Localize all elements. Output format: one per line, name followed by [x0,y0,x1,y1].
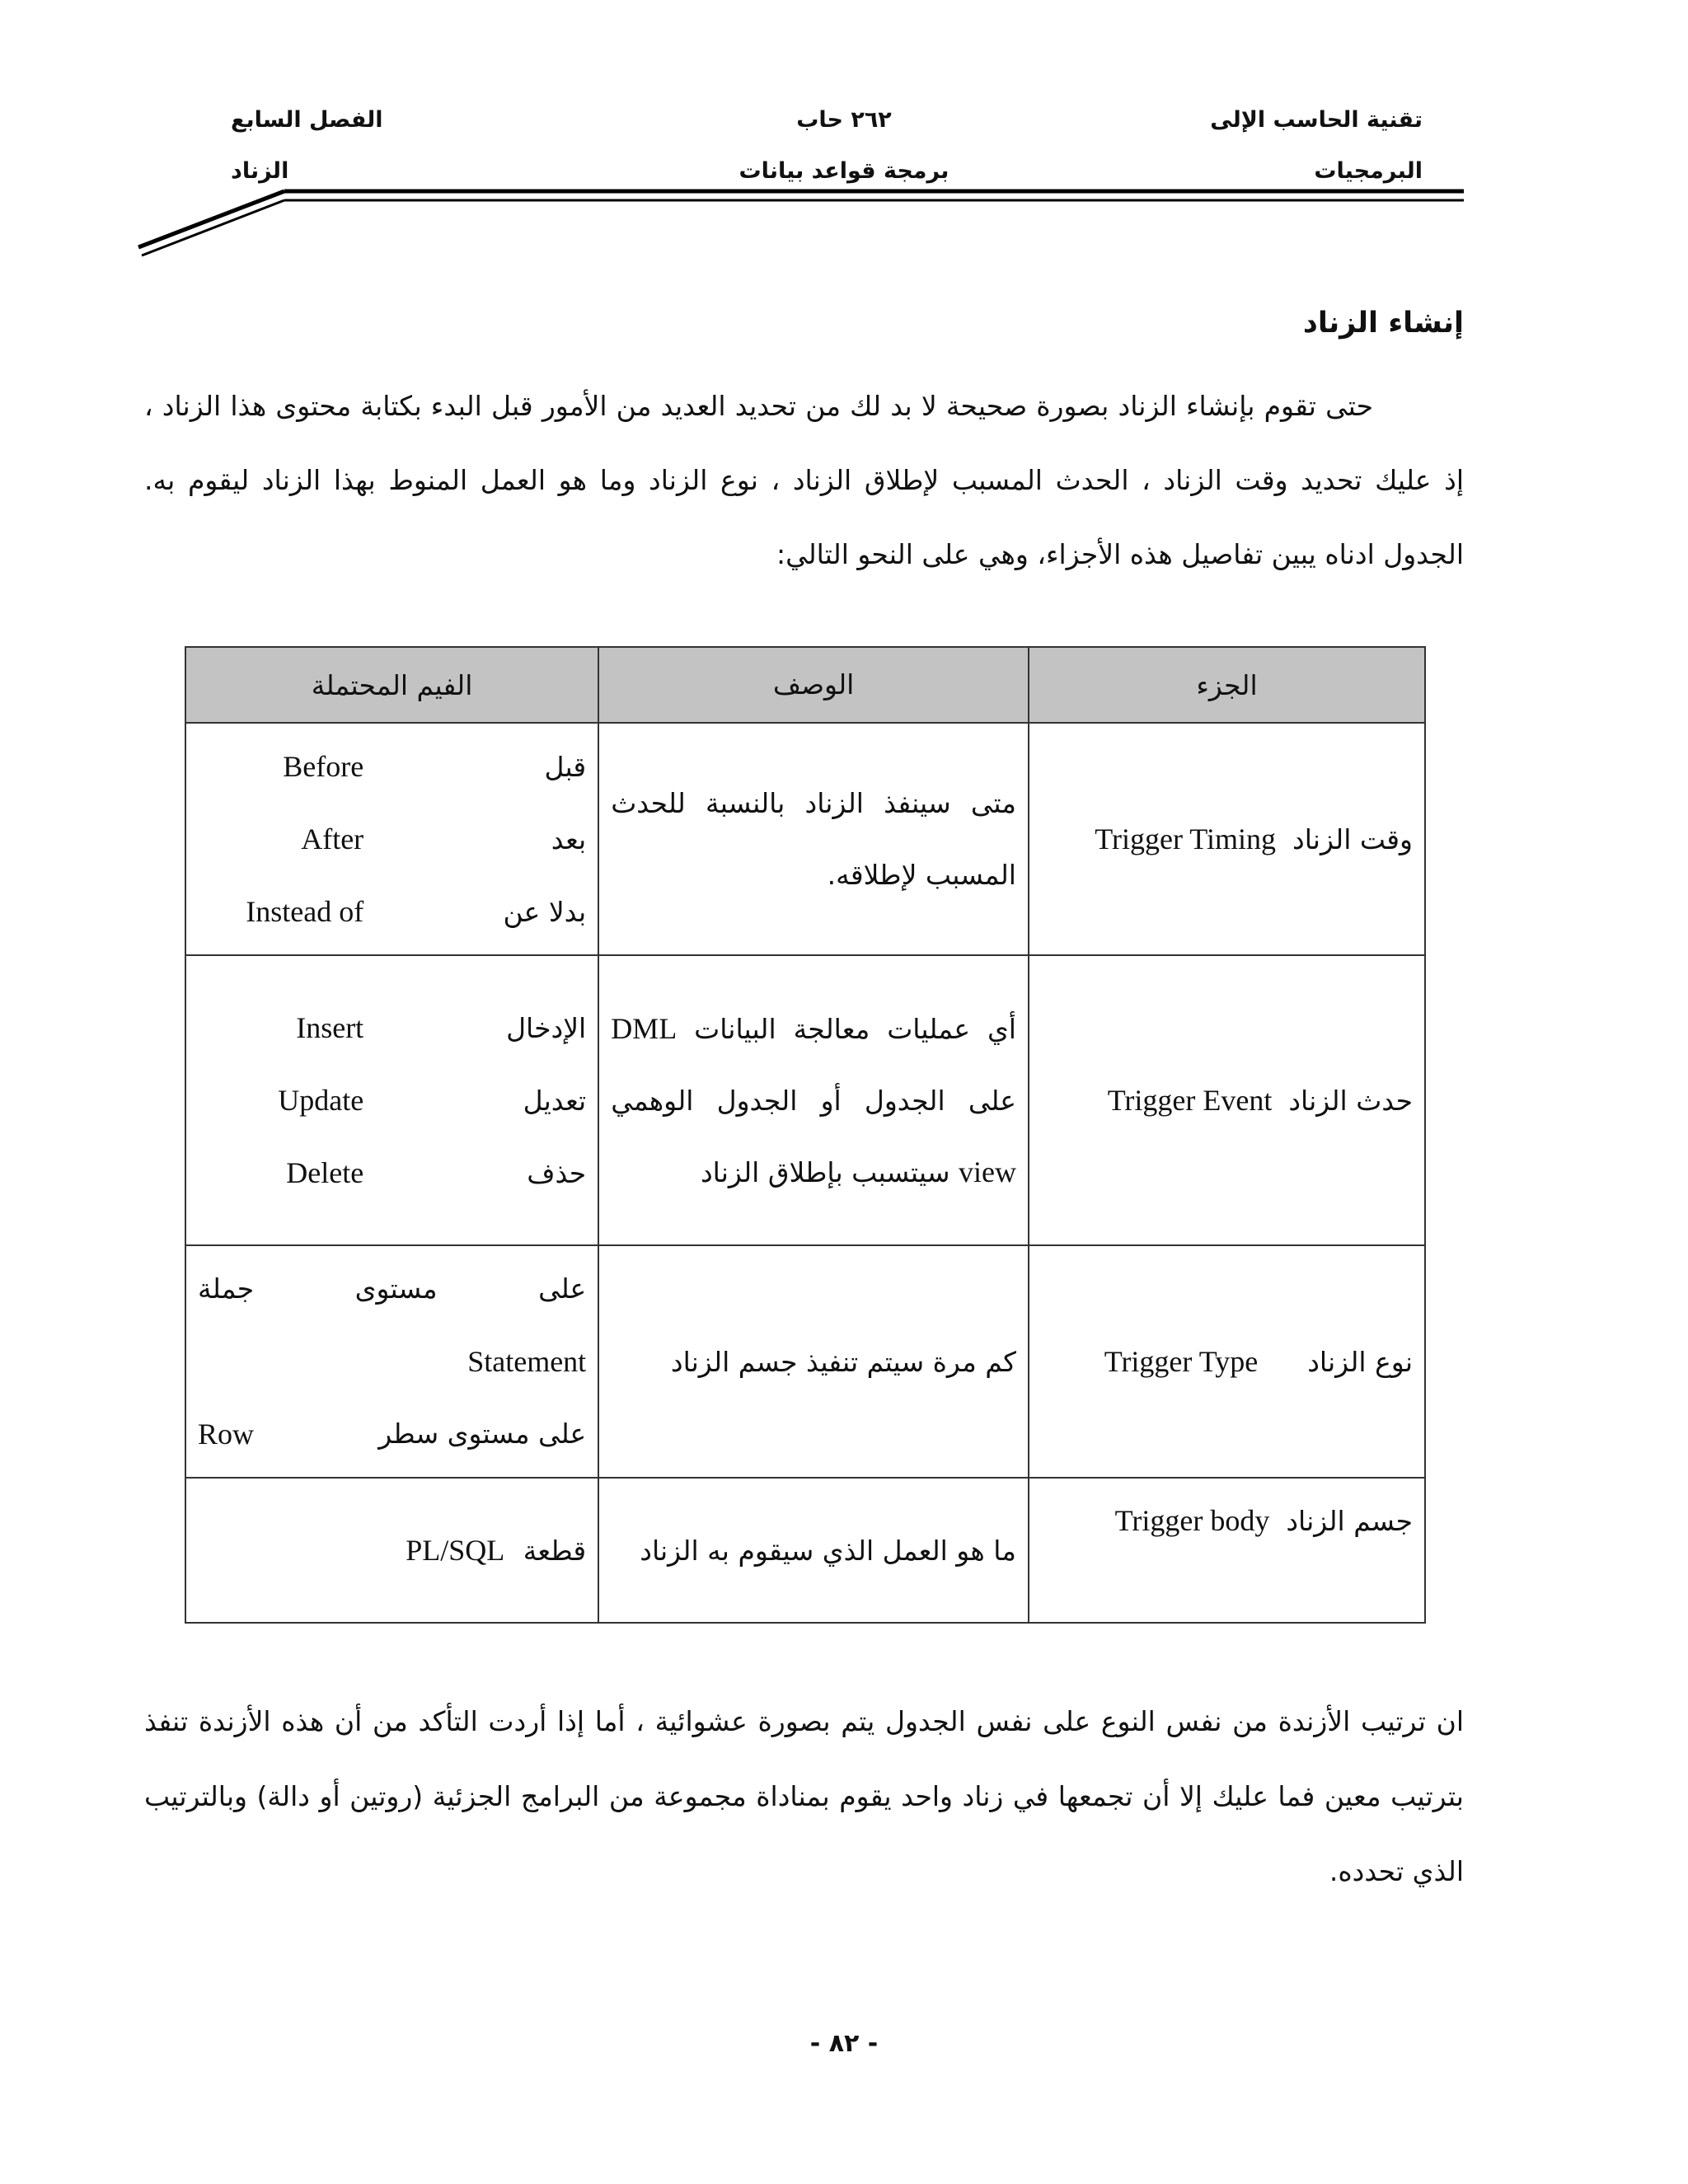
table-header-row [185,647,1425,723]
table-row [185,1478,1425,1623]
value-ar: على مستوى سطر [378,1418,587,1450]
value-en: Update [278,1083,364,1117]
value-en: Row [198,1418,255,1451]
description-text: على الجدول أو الجدول الوهمي [611,1084,1016,1117]
value-item [198,1398,586,1470]
header-divider [0,0,1688,272]
trigger-parts-table [185,646,1426,1624]
view-term: view [959,1155,1016,1188]
values-cell [185,1478,598,1623]
value-en: PL/SQL [406,1533,505,1567]
header-part: الجزء [1029,647,1425,723]
value-ar: بدلا عن [503,895,587,928]
dml-term: DML [611,1011,678,1045]
part-ar: حدث الزناد [1288,1084,1413,1117]
header-values: الفيم المحتملة [185,647,598,723]
value-ar: قبل [544,750,587,783]
table-row [185,1245,1425,1478]
value-ar: على [538,1272,587,1305]
values-cell [185,1245,598,1478]
header-course-title: تقنية الحاسب الإلى [1210,107,1423,133]
value-item [198,875,586,948]
value-item [198,1064,586,1137]
value-en: Insert [296,1010,364,1044]
header-chapter: الفصل السابع [231,107,383,133]
description-cell: كم مرة سيتم تنفيذ جسم الزناد [598,1245,1029,1478]
value-en: Instead of [246,894,364,928]
description-cell: ما هو العمل الذي سيقوم به الزناد [598,1478,1029,1623]
value-item [198,803,586,875]
value-en: Statement [467,1345,587,1378]
section-title: إنشاء الزناد [1302,307,1464,340]
header-specialty: البرمجيات [1314,158,1423,184]
header-course-name: برمجة قواعد بيانات [738,158,950,184]
value-item [198,1253,586,1325]
intro-paragraph: حتى تقوم بإنشاء الزناد بصورة صحيحة لا بد لك من تحديد العديد من الأمور قبل البدء بكتابة محتوى هذا الزناد ، إذ عليك تحديد وقت الزناد ، الحدث المسبب لإطلاق الزناد ، نوع الزناد وما هو العمل المنوط بهذا الزناد ليقوم به. الجدول ادناه يبين تفاصيل هذه الأجزاء، وهي على النحو التالي: [144,390,1464,570]
value-ar: الإدخال [506,1011,587,1044]
header-chapter-topic: الزناد [231,158,289,184]
value-ar: قطعة [523,1534,587,1567]
part-en: Trigger Timing [1095,822,1277,855]
value-item [198,991,586,1064]
value-en: Delete [286,1155,364,1189]
values-cell [185,723,598,955]
part-en: Trigger body [1114,1504,1270,1537]
header-course-code: ٢٦٢ حاب [796,107,892,133]
description-text: سيتسبب بإطلاق الزناد [700,1155,950,1188]
value-ar: تعديل [523,1084,587,1117]
value-ar: جملة [198,1272,255,1305]
description-cell [598,955,1029,1245]
part-cell [1029,955,1425,1245]
part-ar: نوع الزناد [1307,1345,1413,1378]
values-cell [185,955,598,1245]
table-row [185,723,1425,955]
part-cell [1029,1478,1425,1623]
header-description: الوصف [598,647,1029,723]
page-number: - ٨٢ - [809,2029,879,2058]
part-en: Trigger Type [1104,1344,1259,1378]
value-ar: حذف [527,1156,587,1189]
value-item [198,730,586,803]
value-ar: بعد [551,823,587,855]
table-row [185,955,1425,1245]
part-ar: جسم الزناد [1286,1505,1413,1537]
value-en: Before [283,749,364,783]
part-cell [1029,1245,1425,1478]
description-cell: متى سينفذ الزناد بالنسبة للحدث المسبب لإطلاقه. [598,723,1029,955]
value-ar: مستوى [354,1272,438,1305]
part-en: Trigger Event [1107,1083,1273,1117]
value-item [198,1325,586,1398]
outro-paragraph: ان ترتيب الأزندة من نفس النوع على نفس الجدول يتم بصورة عشوائية ، أما إذا أردت التأكد من أن هذه الأزندة تنفذ بترتيب معين فما عليك إلا أن تجمعها في زناد واحد يقوم بمناداة مجموعة من البرامج الجزئية (روتين أو دالة) وبالترتيب الذي تحدده. [144,1705,1464,1887]
value-en: After [301,822,364,855]
description-text: أي عمليات معالجة البيانات [694,1012,1016,1045]
part-ar: وقت الزناد [1292,823,1413,855]
value-item [198,1137,586,1209]
part-cell [1029,723,1425,955]
